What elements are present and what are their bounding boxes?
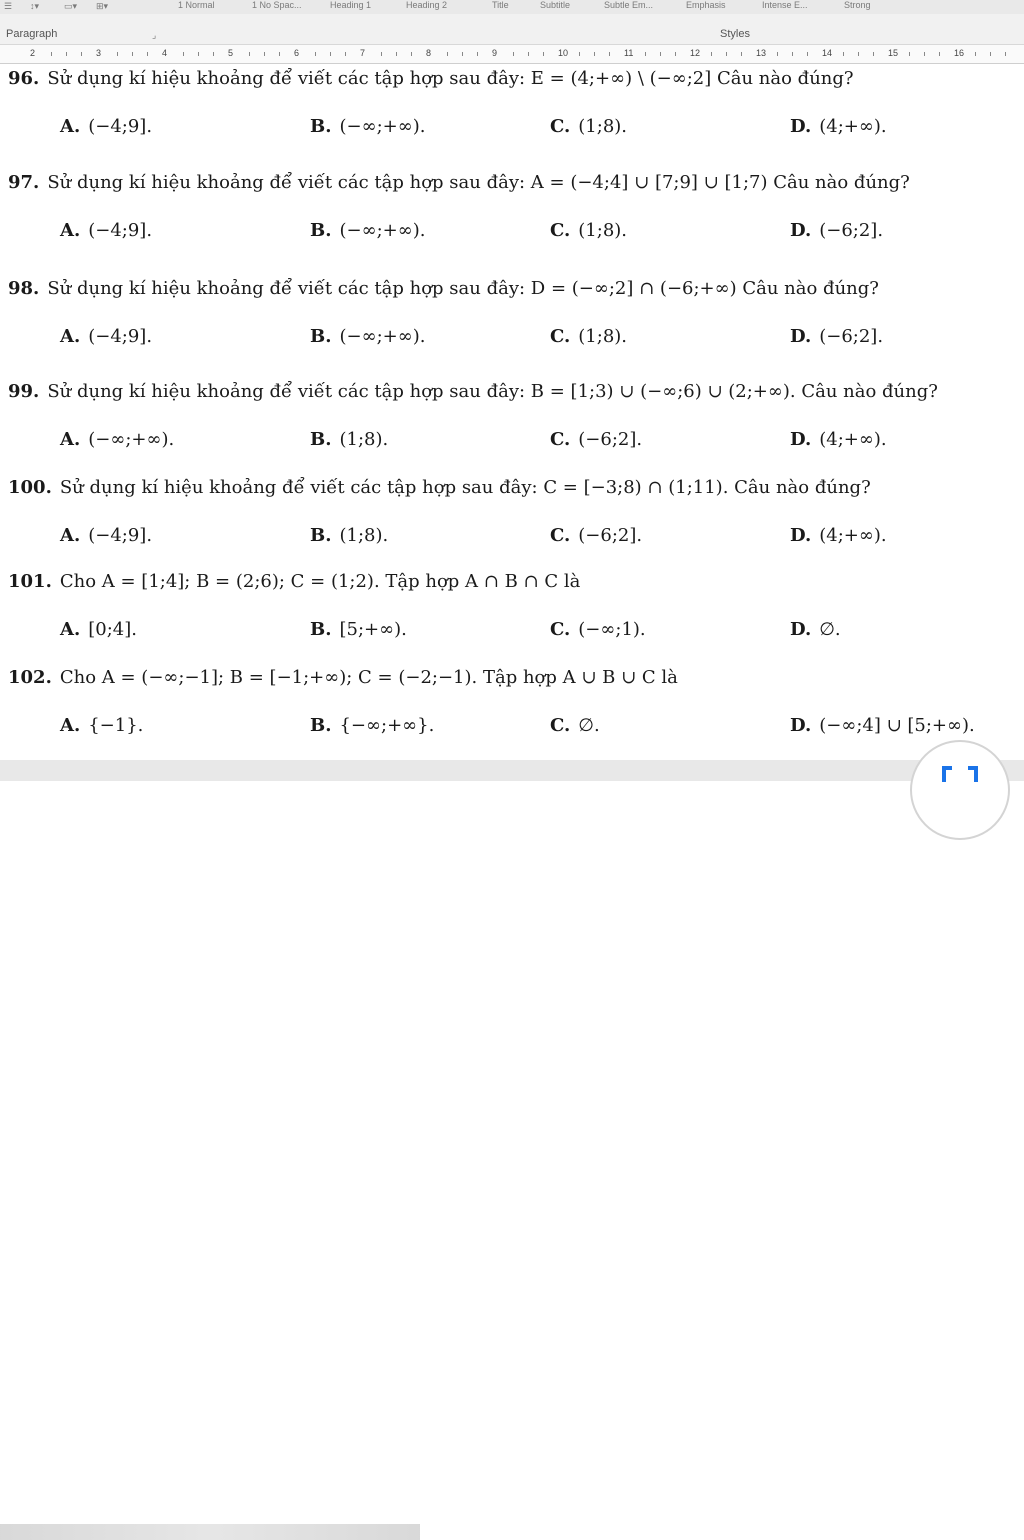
- answer-option-d[interactable]: [790, 525, 887, 546]
- ruler-tick: [345, 52, 346, 56]
- answer-option-b[interactable]: [310, 220, 425, 241]
- ruler-tick: [594, 52, 595, 56]
- option-key: C.: [550, 116, 571, 137]
- option-key: D.: [790, 116, 812, 137]
- question-100-stem: [8, 477, 871, 498]
- option-value: (−4;9].: [88, 525, 153, 546]
- answer-option-d[interactable]: [790, 619, 841, 640]
- option-value: (−∞;+∞).: [339, 116, 426, 137]
- ruler-tick: [777, 52, 778, 56]
- option-value: {−∞;+∞}.: [339, 715, 435, 736]
- ruler-tick: [249, 52, 250, 56]
- ruler-tick: [381, 52, 382, 56]
- option-key: C.: [550, 619, 571, 640]
- option-key: D.: [790, 220, 812, 241]
- question-number: 102.: [8, 667, 52, 688]
- question-text: Sử dụng kí hiệu khoảng để viết các tập hợp sau đây: A = (−4;4] ∪ [7;9] ∪ [1;7) Câu nào đúng?: [47, 172, 910, 193]
- ribbon-style-gallery: [0, 0, 1024, 14]
- ruler-tick: [939, 52, 940, 56]
- paragraph-group-label: Paragraph: [6, 28, 58, 40]
- ruler-tick: [528, 52, 529, 56]
- option-value: ∅.: [578, 715, 600, 736]
- answer-option-d[interactable]: [790, 715, 975, 736]
- ruler-tick: [117, 52, 118, 56]
- option-value: (1;8).: [578, 116, 628, 137]
- answer-option-b[interactable]: [310, 429, 388, 450]
- ruler-tick: [858, 52, 859, 56]
- option-value: (−4;9].: [88, 220, 153, 241]
- question-number: 99.: [8, 381, 40, 402]
- ruler-tick: [66, 52, 67, 56]
- option-key: B.: [310, 326, 332, 347]
- ruler-number: 14: [822, 48, 833, 58]
- ruler-tick: [462, 52, 463, 56]
- ruler-tick: [975, 52, 976, 56]
- option-value: [0;4].: [88, 619, 137, 640]
- style-subtitle[interactable]: Subtitle: [540, 0, 571, 10]
- question-number: 96.: [8, 68, 40, 89]
- ruler-tick: [711, 52, 712, 56]
- style-heading-1[interactable]: Heading 1: [330, 0, 372, 10]
- option-key: B.: [310, 715, 332, 736]
- floating-action-button[interactable]: [910, 740, 1010, 840]
- style-heading-2[interactable]: Heading 2: [406, 0, 448, 10]
- ruler-tick: [183, 52, 184, 56]
- option-key: A.: [60, 715, 81, 736]
- answer-option-a[interactable]: [60, 326, 152, 347]
- ruler-tick: [147, 52, 148, 56]
- ruler-tick: [660, 52, 661, 56]
- ruler-tick: [447, 52, 448, 56]
- ruler-number: 3: [96, 48, 102, 58]
- ruler-tick: [213, 52, 214, 56]
- ruler-number: 9: [492, 48, 498, 58]
- answer-option-a[interactable]: [60, 220, 152, 241]
- ruler-number: 7: [360, 48, 366, 58]
- answer-option-c[interactable]: [550, 525, 642, 546]
- ruler-tick: [873, 52, 874, 56]
- question-101-stem: [8, 571, 580, 592]
- style-no-spacing[interactable]: 1 No Spac...: [252, 0, 302, 10]
- ruler-tick: [132, 52, 133, 56]
- question-number: 101.: [8, 571, 52, 592]
- option-key: D.: [790, 715, 812, 736]
- option-value: (−∞;4] ∪ [5;+∞).: [819, 715, 975, 736]
- ruler-tick: [198, 52, 199, 56]
- ruler-number: 2: [30, 48, 36, 58]
- option-value: {−1}.: [88, 715, 144, 736]
- answer-option-c[interactable]: [550, 429, 642, 450]
- option-value: (−4;9].: [88, 116, 153, 137]
- option-key: B.: [310, 220, 332, 241]
- option-value: (−∞;+∞).: [339, 326, 426, 347]
- answer-option-b[interactable]: [310, 715, 434, 736]
- option-key: D.: [790, 429, 812, 450]
- option-value: ∅.: [819, 619, 841, 640]
- option-value: [5;+∞).: [339, 619, 407, 640]
- ruler-tick: [279, 52, 280, 56]
- ruler-tick: [843, 52, 844, 56]
- option-value: (1;8).: [578, 326, 628, 347]
- question-text: Sử dụng kí hiệu khoảng để viết các tập hợp sau đây: D = (−∞;2] ∩ (−6;+∞) Câu nào đúng?: [47, 278, 879, 299]
- ruler-tick: [675, 52, 676, 56]
- blurred-caption: [0, 1524, 420, 1540]
- ruler-number: 16: [954, 48, 965, 58]
- question-text: Sử dụng kí hiệu khoảng để viết các tập hợp sau đây: B = [1;3) ∪ (−∞;6) ∪ (2;+∞). Câu nào đúng?: [47, 381, 938, 402]
- document-page: [0, 64, 1024, 781]
- question-97-stem: [8, 172, 910, 193]
- ruler-tick: [81, 52, 82, 56]
- answer-option-b[interactable]: [310, 619, 407, 640]
- option-key: D.: [790, 619, 812, 640]
- ruler-tick: [264, 52, 265, 56]
- option-value: (−6;2].: [578, 429, 643, 450]
- ruler-tick: [990, 52, 991, 56]
- ruler-tick: [807, 52, 808, 56]
- scan-frame-icon: [942, 764, 978, 784]
- option-value: (−6;2].: [819, 326, 884, 347]
- ruler-tick: [909, 52, 910, 56]
- option-value: (−6;2].: [578, 525, 643, 546]
- horizontal-ruler[interactable]: [0, 45, 1024, 64]
- ruler-number: 15: [888, 48, 899, 58]
- dialog-launcher-icon[interactable]: ⌟: [152, 30, 157, 40]
- answer-option-a[interactable]: [60, 116, 152, 137]
- option-key: A.: [60, 429, 81, 450]
- option-value: (−6;2].: [819, 220, 884, 241]
- question-number: 100.: [8, 477, 52, 498]
- ruler-tick: [513, 52, 514, 56]
- option-key: C.: [550, 220, 571, 241]
- ruler-tick: [396, 52, 397, 56]
- style-emphasis[interactable]: Emphasis: [686, 0, 726, 10]
- ruler-number: 11: [624, 48, 634, 58]
- answer-option-a[interactable]: [60, 525, 152, 546]
- option-key: A.: [60, 525, 81, 546]
- ruler-number: 5: [228, 48, 234, 58]
- ruler-tick: [645, 52, 646, 56]
- option-key: B.: [310, 116, 332, 137]
- question-98-stem: [8, 278, 879, 299]
- ruler-tick: [315, 52, 316, 56]
- answer-option-d[interactable]: [790, 220, 883, 241]
- style-intense-emphasis[interactable]: Intense E...: [762, 0, 808, 10]
- question-text: Cho A = (−∞;−1]; B = [−1;+∞); C = (−2;−1). Tập hợp A ∪ B ∪ C là: [59, 667, 678, 688]
- ruler-tick: [792, 52, 793, 56]
- option-key: C.: [550, 429, 571, 450]
- ruler-tick: [741, 52, 742, 56]
- ruler-number: 10: [558, 48, 569, 58]
- answer-option-b[interactable]: [310, 116, 425, 137]
- answer-option-a[interactable]: [60, 715, 143, 736]
- bottom-overlay: [0, 760, 1024, 781]
- style-strong[interactable]: Strong: [844, 0, 871, 10]
- option-key: B.: [310, 525, 332, 546]
- ruler-number: 13: [756, 48, 767, 58]
- ribbon: [0, 0, 1024, 45]
- ruler-tick: [726, 52, 727, 56]
- answer-option-c[interactable]: [550, 715, 600, 736]
- ruler-tick: [51, 52, 52, 56]
- question-102-stem: [8, 667, 678, 688]
- ruler-tick: [579, 52, 580, 56]
- ruler-number: 8: [426, 48, 432, 58]
- question-text: Sử dụng kí hiệu khoảng để viết các tập hợp sau đây: E = (4;+∞) \ (−∞;2] Câu nào đúng?: [47, 68, 854, 89]
- answer-option-a[interactable]: [60, 619, 137, 640]
- ruler-number: 4: [162, 48, 168, 58]
- question-text: Cho A = [1;4]; B = (2;6); C = (1;2). Tập hợp A ∩ B ∩ C là: [59, 571, 581, 592]
- ruler-tick: [477, 52, 478, 56]
- ruler-number: 12: [690, 48, 701, 58]
- option-key: A.: [60, 116, 81, 137]
- ruler-tick: [1005, 52, 1006, 56]
- ruler-tick: [543, 52, 544, 56]
- option-value: (4;+∞).: [819, 429, 887, 450]
- styles-group-label: Styles: [720, 28, 750, 40]
- question-99-stem: [8, 381, 938, 402]
- option-key: B.: [310, 429, 332, 450]
- answer-option-d[interactable]: [790, 326, 883, 347]
- style-title[interactable]: Title: [492, 0, 509, 10]
- shading-icon[interactable]: ▭▾: [64, 1, 78, 11]
- ruler-tick: [411, 52, 412, 56]
- option-value: (−∞;+∞).: [88, 429, 175, 450]
- answer-option-b[interactable]: [310, 326, 425, 347]
- ruler-tick: [330, 52, 331, 56]
- option-key: B.: [310, 619, 332, 640]
- option-value: (1;8).: [339, 525, 389, 546]
- option-key: A.: [60, 619, 81, 640]
- option-value: (−∞;1).: [578, 619, 646, 640]
- question-text: Sử dụng kí hiệu khoảng để viết các tập hợp sau đây: C = [−3;8) ∩ (1;11). Câu nào đúng?: [59, 477, 871, 498]
- option-key: D.: [790, 326, 812, 347]
- option-key: C.: [550, 715, 571, 736]
- answer-option-d[interactable]: [790, 116, 887, 137]
- option-key: D.: [790, 525, 812, 546]
- option-value: (−∞;+∞).: [339, 220, 426, 241]
- option-key: C.: [550, 326, 571, 347]
- answer-option-a[interactable]: [60, 429, 174, 450]
- option-key: A.: [60, 326, 81, 347]
- answer-option-c[interactable]: [550, 326, 627, 347]
- option-value: (1;8).: [339, 429, 389, 450]
- ruler-tick: [924, 52, 925, 56]
- ruler-tick: [609, 52, 610, 56]
- option-key: C.: [550, 525, 571, 546]
- option-value: (−4;9].: [88, 326, 153, 347]
- answer-option-c[interactable]: [550, 619, 646, 640]
- question-number: 98.: [8, 278, 40, 299]
- question-96-stem: [8, 68, 854, 89]
- line-spacing-icon[interactable]: ↕▾: [30, 1, 40, 11]
- answer-option-d[interactable]: [790, 429, 887, 450]
- ruler-number: 6: [294, 48, 300, 58]
- answer-option-c[interactable]: [550, 220, 627, 241]
- borders-icon[interactable]: ⊞▾: [96, 1, 109, 11]
- question-number: 97.: [8, 172, 40, 193]
- answer-option-b[interactable]: [310, 525, 388, 546]
- option-value: (1;8).: [578, 220, 628, 241]
- option-value: (4;+∞).: [819, 525, 887, 546]
- style-subtle-emphasis[interactable]: Subtle Em...: [604, 0, 654, 10]
- answer-option-c[interactable]: [550, 116, 627, 137]
- style-normal[interactable]: 1 Normal: [178, 0, 215, 10]
- option-key: A.: [60, 220, 81, 241]
- option-value: (4;+∞).: [819, 116, 887, 137]
- align-justify-icon[interactable]: ☰: [4, 1, 13, 11]
